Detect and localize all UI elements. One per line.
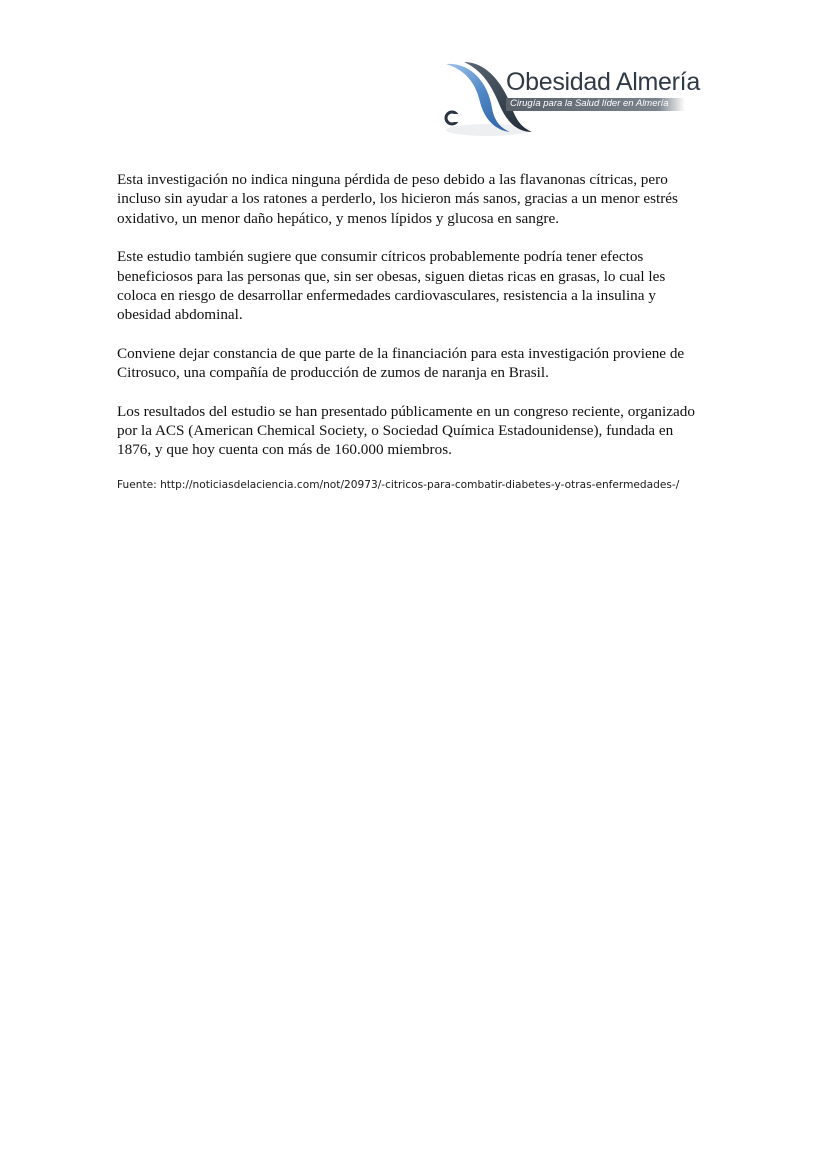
paragraph-4: Los resultados del estudio se han presentado públicamente en un congreso reciente, organizado por la ACS (American Chemical Society, o Sociedad Química Estadounidense), fundada en 1876, y que hoy cuenta con más de 160.000 miembros.: [117, 402, 695, 459]
paragraph-2: Este estudio también sugiere que consumir cítricos probablemente podría tener efectos beneficiosos para las personas que, sin ser obesas, siguen dietas ricas en grasas, lo cual les coloca en riesgo de desarrollar enfermedades cardiovasculares, resistencia a la insulina y obesidad abdominal.: [117, 248, 666, 324]
article-body: [117, 170, 707, 514]
logo-tagline: Cirugía para la Salud líder en Almería: [506, 98, 685, 111]
source-citation: Fuente: http://noticiasdelaciencia.com/not/20973/-citricos-para-combatir-diabetes-y-otras-enfermedades-/: [117, 478, 680, 491]
paragraph-1: Esta investigación no indica ninguna pérdida de peso debido a las flavanonas cítricas, pero incluso sin ayudar a los ratones a perderlo, los hicieron más sanos, gracias a un menor estrés oxidativo, un menor daño hepático, y menos lípidos y glucosa en sangre.: [117, 171, 678, 227]
logo-name: Obesidad Almería: [506, 68, 700, 96]
paragraph-3: Conviene dejar constancia de que parte de la financiación para esta investigación proviene de Citrosuco, una compañía de producción de zumos de naranja en Brasil.: [117, 344, 685, 382]
logo: [440, 56, 710, 142]
